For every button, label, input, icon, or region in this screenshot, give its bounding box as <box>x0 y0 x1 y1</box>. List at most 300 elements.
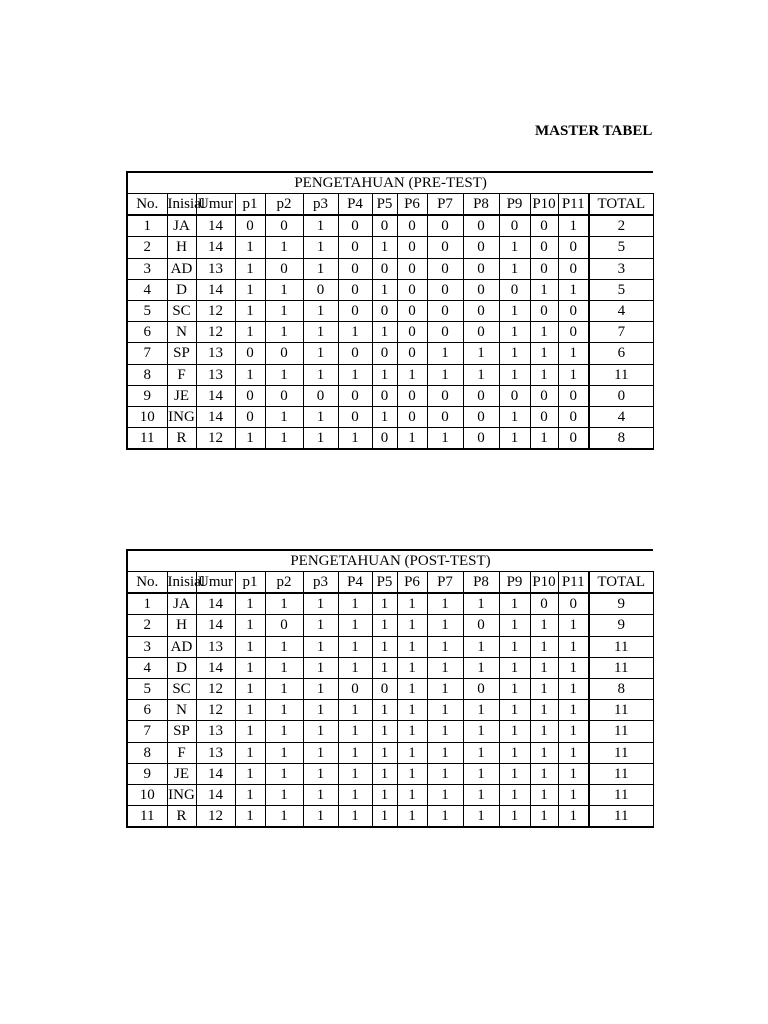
table-cell: 1 <box>427 700 463 721</box>
table-cell: 1 <box>372 279 397 300</box>
table-cell: 0 <box>372 258 397 279</box>
table-cell: 1 <box>303 258 338 279</box>
table-cell: 1 <box>558 615 589 636</box>
column-header: p2 <box>265 572 303 594</box>
table-cell: 1 <box>463 636 499 657</box>
table-cell: 1 <box>235 657 265 678</box>
table-cell: F <box>167 742 196 763</box>
table-cell: 3 <box>589 258 653 279</box>
table-cell: 1 <box>303 215 338 237</box>
table-cell: 5 <box>127 678 167 699</box>
table-cell: 0 <box>463 300 499 321</box>
table-row <box>127 657 653 678</box>
table-cell: 4 <box>127 657 167 678</box>
table-row <box>127 385 653 406</box>
table-cell: 1 <box>372 636 397 657</box>
table-cell: JA <box>167 593 196 615</box>
pretest-caption: PENGETAHUAN (PRE-TEST) <box>127 172 653 194</box>
table-cell: 1 <box>235 721 265 742</box>
table-cell: 1 <box>499 237 530 258</box>
table-cell: 1 <box>372 322 397 343</box>
table-cell: 1 <box>338 763 372 784</box>
table-cell: 1 <box>499 258 530 279</box>
table-cell: 2 <box>127 615 167 636</box>
table-cell: 1 <box>338 322 372 343</box>
posttest-header-row <box>127 572 653 594</box>
table-cell: 0 <box>463 406 499 427</box>
table-cell: 1 <box>499 406 530 427</box>
table-cell: 1 <box>530 742 558 763</box>
table-cell: 1 <box>303 300 338 321</box>
table-cell: 1 <box>303 364 338 385</box>
table-cell: 12 <box>196 428 235 450</box>
table-cell: 0 <box>303 385 338 406</box>
table-cell: 1 <box>530 279 558 300</box>
table-cell: 0 <box>558 237 589 258</box>
column-header: p3 <box>303 194 338 216</box>
table-cell: 11 <box>589 742 653 763</box>
table-cell: 1 <box>530 428 558 450</box>
table-cell: 1 <box>499 364 530 385</box>
table-cell: 9 <box>127 763 167 784</box>
table-cell: 1 <box>303 806 338 828</box>
table-row <box>127 364 653 385</box>
table-cell: 1 <box>558 279 589 300</box>
table-cell: 0 <box>499 385 530 406</box>
table-cell: 1 <box>427 657 463 678</box>
table-cell: 4 <box>589 406 653 427</box>
table-cell: 1 <box>427 615 463 636</box>
table-cell: 0 <box>397 322 427 343</box>
table-cell: 1 <box>463 721 499 742</box>
table-cell: 12 <box>196 678 235 699</box>
table-cell: 0 <box>463 279 499 300</box>
table-row <box>127 215 653 237</box>
table-cell: 1 <box>558 700 589 721</box>
table-cell: 1 <box>265 406 303 427</box>
table-cell: 0 <box>463 615 499 636</box>
table-cell: 0 <box>558 258 589 279</box>
table-cell: 1 <box>397 763 427 784</box>
table-cell: 12 <box>196 700 235 721</box>
table-cell: 6 <box>127 700 167 721</box>
table-cell: 1 <box>558 742 589 763</box>
column-header: P10 <box>530 572 558 594</box>
table-cell: 13 <box>196 258 235 279</box>
table-cell: 1 <box>530 343 558 364</box>
table-cell: 1 <box>303 700 338 721</box>
table-cell: 1 <box>530 678 558 699</box>
table-cell: 1 <box>397 593 427 615</box>
table-cell: H <box>167 615 196 636</box>
table-cell: 0 <box>427 385 463 406</box>
table-cell: D <box>167 657 196 678</box>
table-cell: 0 <box>530 385 558 406</box>
table-cell: 1 <box>372 721 397 742</box>
table-cell: 1 <box>265 721 303 742</box>
table-cell: 6 <box>127 322 167 343</box>
table-cell: 1 <box>463 343 499 364</box>
table-cell: 0 <box>265 385 303 406</box>
table-cell: 1 <box>235 700 265 721</box>
table-cell: 14 <box>196 763 235 784</box>
table-cell: 0 <box>530 300 558 321</box>
table-cell: 1 <box>372 406 397 427</box>
table-cell: JE <box>167 763 196 784</box>
table-cell: 5 <box>589 237 653 258</box>
table-cell: 1 <box>397 742 427 763</box>
table-cell: 0 <box>530 406 558 427</box>
table-cell: 7 <box>127 721 167 742</box>
table-cell: 1 <box>499 721 530 742</box>
table-cell: 14 <box>196 215 235 237</box>
table-cell: 6 <box>589 343 653 364</box>
table-cell: 11 <box>589 657 653 678</box>
table-cell: 1 <box>499 763 530 784</box>
table-cell: 1 <box>530 657 558 678</box>
table-cell: 1 <box>127 593 167 615</box>
table-cell: 1 <box>372 742 397 763</box>
table-cell: F <box>167 364 196 385</box>
table-cell: 0 <box>338 300 372 321</box>
table-cell: 1 <box>372 657 397 678</box>
table-cell: 1 <box>338 784 372 805</box>
table-cell: 1 <box>235 593 265 615</box>
table-row <box>127 300 653 321</box>
table-cell: 1 <box>265 237 303 258</box>
table-cell: 1 <box>235 237 265 258</box>
table-cell: 1 <box>265 784 303 805</box>
table-cell: 1 <box>235 806 265 828</box>
table-cell: 11 <box>589 636 653 657</box>
table-cell: 1 <box>235 279 265 300</box>
table-cell: 1 <box>530 721 558 742</box>
posttest-table-container <box>126 549 650 829</box>
table-cell: 1 <box>303 615 338 636</box>
pretest-header-row <box>127 194 653 216</box>
table-cell: D <box>167 279 196 300</box>
table-cell: 1 <box>427 428 463 450</box>
table-cell: 0 <box>397 215 427 237</box>
column-header: Inisial <box>167 194 196 216</box>
table-cell: 0 <box>397 258 427 279</box>
table-cell: 0 <box>235 343 265 364</box>
table-cell: 13 <box>196 742 235 763</box>
table-cell: 1 <box>265 806 303 828</box>
table-cell: 1 <box>397 721 427 742</box>
table-cell: 9 <box>589 593 653 615</box>
table-cell: 1 <box>303 657 338 678</box>
table-row <box>127 322 653 343</box>
table-cell: 1 <box>303 763 338 784</box>
table-cell: 0 <box>235 385 265 406</box>
table-cell: 10 <box>127 406 167 427</box>
table-cell: 0 <box>372 678 397 699</box>
table-cell: 1 <box>499 300 530 321</box>
table-cell: 0 <box>427 300 463 321</box>
table-cell: 0 <box>372 300 397 321</box>
table-cell: R <box>167 806 196 828</box>
table-cell: 1 <box>427 806 463 828</box>
table-cell: 1 <box>397 636 427 657</box>
table-cell: AD <box>167 636 196 657</box>
table-cell: 1 <box>463 593 499 615</box>
table-cell: 1 <box>372 763 397 784</box>
table-cell: 0 <box>397 406 427 427</box>
table-cell: 3 <box>127 636 167 657</box>
table-cell: 1 <box>463 364 499 385</box>
column-header: P7 <box>427 572 463 594</box>
table-cell: 0 <box>265 258 303 279</box>
table-cell: 2 <box>127 237 167 258</box>
column-header: p2 <box>265 194 303 216</box>
table-cell: 0 <box>463 428 499 450</box>
table-cell: 14 <box>196 385 235 406</box>
table-cell: 5 <box>127 300 167 321</box>
table-cell: 1 <box>338 593 372 615</box>
table-cell: 1 <box>265 300 303 321</box>
table-cell: 1 <box>303 322 338 343</box>
table-cell: 0 <box>372 385 397 406</box>
table-cell: 14 <box>196 615 235 636</box>
table-cell: 13 <box>196 721 235 742</box>
table-cell: 1 <box>530 700 558 721</box>
table-cell: 4 <box>589 300 653 321</box>
pretest-table-container <box>126 171 650 451</box>
column-header: P5 <box>372 194 397 216</box>
table-cell: N <box>167 700 196 721</box>
table-cell: 1 <box>397 428 427 450</box>
table-cell: 9 <box>589 615 653 636</box>
column-header: P9 <box>499 194 530 216</box>
table-cell: 0 <box>463 678 499 699</box>
table-cell: 0 <box>397 237 427 258</box>
table-cell: 0 <box>397 343 427 364</box>
table-cell: 1 <box>427 742 463 763</box>
table-cell: 1 <box>427 784 463 805</box>
table-row <box>127 428 653 450</box>
table-cell: 1 <box>558 657 589 678</box>
table-cell: 1 <box>372 237 397 258</box>
table-cell: 0 <box>558 300 589 321</box>
table-cell: 1 <box>235 428 265 450</box>
table-row <box>127 763 653 784</box>
table-cell: 13 <box>196 364 235 385</box>
table-cell: 1 <box>338 428 372 450</box>
table-cell: 4 <box>127 279 167 300</box>
table-cell: 1 <box>372 806 397 828</box>
table-row <box>127 806 653 828</box>
table-cell: 1 <box>235 300 265 321</box>
table-cell: 1 <box>499 657 530 678</box>
table-cell: 1 <box>372 364 397 385</box>
table-cell: 13 <box>196 343 235 364</box>
table-cell: 1 <box>427 364 463 385</box>
table-cell: SC <box>167 300 196 321</box>
table-cell: 0 <box>372 343 397 364</box>
table-row <box>127 721 653 742</box>
table-cell: 1 <box>265 636 303 657</box>
column-header: P9 <box>499 572 530 594</box>
table-cell: 13 <box>196 636 235 657</box>
table-cell: 1 <box>558 343 589 364</box>
table-row <box>127 406 653 427</box>
column-header: P10 <box>530 194 558 216</box>
table-cell: 0 <box>499 279 530 300</box>
table-cell: 1 <box>463 763 499 784</box>
table-cell: 1 <box>499 806 530 828</box>
table-cell: 1 <box>397 700 427 721</box>
table-cell: 0 <box>338 258 372 279</box>
table-cell: 0 <box>499 215 530 237</box>
table-cell: 1 <box>265 763 303 784</box>
table-cell: 1 <box>530 364 558 385</box>
table-cell: 1 <box>499 322 530 343</box>
table-cell: 0 <box>427 258 463 279</box>
table-cell: 14 <box>196 657 235 678</box>
table-cell: 1 <box>338 700 372 721</box>
table-cell: 1 <box>303 343 338 364</box>
table-row <box>127 678 653 699</box>
table-cell: 1 <box>303 721 338 742</box>
column-header: p1 <box>235 572 265 594</box>
table-cell: 0 <box>558 322 589 343</box>
table-cell: 8 <box>589 678 653 699</box>
table-cell: 1 <box>558 678 589 699</box>
table-row <box>127 700 653 721</box>
table-cell: 1 <box>499 678 530 699</box>
table-cell: 1 <box>463 657 499 678</box>
column-header: P7 <box>427 194 463 216</box>
table-row <box>127 343 653 364</box>
table-cell: JE <box>167 385 196 406</box>
column-header: p3 <box>303 572 338 594</box>
table-cell: SP <box>167 721 196 742</box>
table-cell: 1 <box>530 784 558 805</box>
column-header: Inisial <box>167 572 196 594</box>
posttest-table <box>126 549 654 828</box>
table-cell: 11 <box>127 428 167 450</box>
table-cell: 11 <box>589 763 653 784</box>
table-cell: 1 <box>499 784 530 805</box>
table-cell: 0 <box>558 385 589 406</box>
table-cell: 1 <box>265 279 303 300</box>
page-title: MASTER TABEL <box>535 123 653 139</box>
table-cell: 0 <box>397 300 427 321</box>
table-row <box>127 784 653 805</box>
table-cell: 11 <box>127 806 167 828</box>
column-header: P8 <box>463 572 499 594</box>
table-cell: JA <box>167 215 196 237</box>
table-cell: 1 <box>265 678 303 699</box>
table-cell: 1 <box>338 806 372 828</box>
table-row <box>127 593 653 615</box>
table-cell: 1 <box>265 700 303 721</box>
table-cell: 1 <box>265 593 303 615</box>
table-cell: 0 <box>265 215 303 237</box>
table-cell: 8 <box>127 364 167 385</box>
table-cell: 1 <box>499 742 530 763</box>
table-cell: 1 <box>338 615 372 636</box>
table-cell: 0 <box>530 215 558 237</box>
table-cell: 0 <box>558 406 589 427</box>
table-cell: 1 <box>338 742 372 763</box>
table-cell: 1 <box>463 784 499 805</box>
table-cell: 0 <box>589 385 653 406</box>
table-cell: 7 <box>127 343 167 364</box>
column-header: No. <box>127 572 167 594</box>
table-cell: 1 <box>372 784 397 805</box>
table-cell: 0 <box>338 215 372 237</box>
posttest-caption: PENGETAHUAN (POST-TEST) <box>127 550 653 572</box>
table-cell: SP <box>167 343 196 364</box>
table-cell: 0 <box>397 385 427 406</box>
table-cell: 1 <box>235 742 265 763</box>
table-cell: 1 <box>397 615 427 636</box>
table-cell: 1 <box>558 763 589 784</box>
column-header: P6 <box>397 572 427 594</box>
table-cell: 1 <box>530 636 558 657</box>
table-cell: 14 <box>196 784 235 805</box>
table-cell: 0 <box>265 615 303 636</box>
column-header: P4 <box>338 194 372 216</box>
table-cell: 7 <box>589 322 653 343</box>
table-cell: 1 <box>338 364 372 385</box>
table-cell: 0 <box>338 406 372 427</box>
table-cell: 1 <box>265 742 303 763</box>
table-cell: 0 <box>427 237 463 258</box>
column-header: Umur <box>196 572 235 594</box>
table-cell: 1 <box>303 742 338 763</box>
table-cell: 0 <box>463 237 499 258</box>
table-cell: 0 <box>265 343 303 364</box>
table-cell: 0 <box>338 385 372 406</box>
table-cell: 0 <box>530 593 558 615</box>
table-cell: 8 <box>127 742 167 763</box>
table-cell: R <box>167 428 196 450</box>
table-cell: 1 <box>427 636 463 657</box>
table-cell: 1 <box>372 615 397 636</box>
table-cell: 1 <box>558 784 589 805</box>
table-cell: 11 <box>589 364 653 385</box>
table-cell: 0 <box>372 428 397 450</box>
table-cell: 14 <box>196 406 235 427</box>
column-header: P8 <box>463 194 499 216</box>
column-header: P5 <box>372 572 397 594</box>
table-cell: 1 <box>397 657 427 678</box>
table-cell: 1 <box>372 700 397 721</box>
table-cell: 1 <box>499 636 530 657</box>
table-cell: 1 <box>427 721 463 742</box>
table-cell: 0 <box>338 343 372 364</box>
table-cell: 5 <box>589 279 653 300</box>
table-cell: 0 <box>530 258 558 279</box>
table-cell: 1 <box>372 593 397 615</box>
table-row <box>127 258 653 279</box>
table-row <box>127 636 653 657</box>
table-cell: 1 <box>427 343 463 364</box>
table-row <box>127 279 653 300</box>
table-cell: 1 <box>463 806 499 828</box>
table-cell: 1 <box>235 364 265 385</box>
table-cell: 1 <box>265 322 303 343</box>
table-cell: 9 <box>127 385 167 406</box>
table-row <box>127 742 653 763</box>
table-cell: 11 <box>589 784 653 805</box>
column-header: TOTAL <box>589 194 653 216</box>
table-cell: 1 <box>397 784 427 805</box>
column-header: p1 <box>235 194 265 216</box>
